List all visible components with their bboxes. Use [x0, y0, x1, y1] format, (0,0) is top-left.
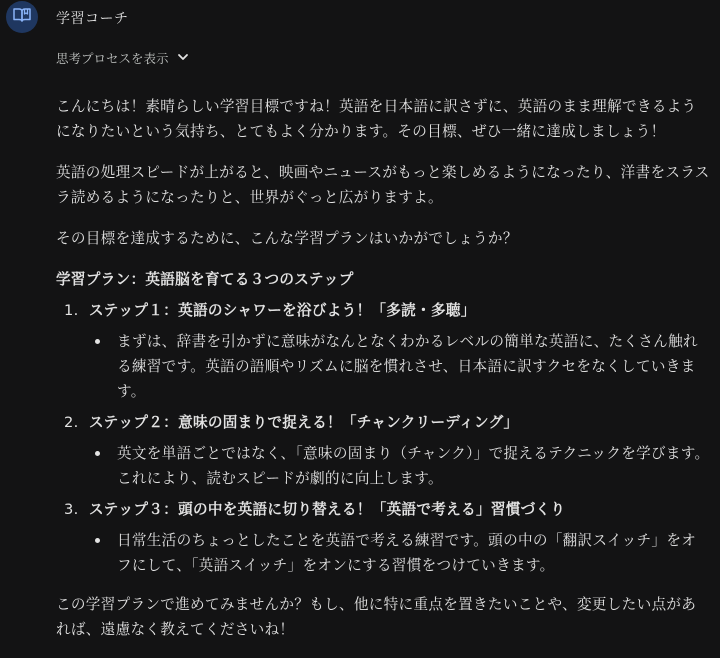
closing-paragraph: この学習プランで進めてみませんか？もし、他に特に重点を置きたいことや、変更したい点があれば、遠慮なく教えてくださいね！ [56, 596, 697, 638]
step-title: ステップ１：英語のシャワーを浴びよう！「多読・多聴」 [89, 302, 476, 319]
step-number: 1. [64, 302, 79, 319]
step-number: 3. [64, 501, 79, 518]
step-detail: 日常生活のちょっとしたことを英語で考える練習です。頭の中の「翻訳スイッチ」をオフにして、「英語スイッチ」をオンにする習慣をつけていきます。 [89, 528, 710, 578]
show-thinking-label: 思考プロセスを表示 [56, 51, 169, 66]
intro-paragraph: こんにちは！素晴らしい学習目標ですね！英語を日本語に訳さずに、英語のまま理解できるようになりたいという気持ち、とてもよく分かります。その目標、ぜひ一緒に達成しましょう！ [56, 98, 697, 140]
step-details [89, 329, 710, 404]
step-detail: まずは、辞書を引かずに意味がなんとなくわかるレベルの簡単な英語に、たくさん触れる練習です。英語の語順やリズムに脳を慣れさせ、日本語に訳すクセをなくしていきます。 [89, 329, 710, 404]
step-title: ステップ２：意味の固まりで捉える！「チャンクリーディング」 [89, 414, 519, 431]
step-item [56, 410, 710, 491]
plan-title: 学習プラン：英語脳を育てる３つのステップ [56, 271, 354, 288]
step-item [56, 298, 710, 404]
step-number: 2. [64, 414, 79, 431]
chevron-down-icon [177, 51, 189, 66]
assistant-message [56, 94, 710, 658]
coach-avatar [6, 1, 38, 33]
step-detail: 英文を単語ごとではなく、「意味の固まり（チャンク）」で捉えるテクニックを学びます。これにより、読むスピードが劇的に向上します。 [89, 441, 710, 491]
show-thinking-toggle[interactable] [56, 48, 189, 68]
book-icon [13, 7, 31, 27]
chat-header [0, 0, 720, 34]
step-details [89, 528, 710, 578]
proposal-paragraph: その目標を達成するために、こんな学習プランはいかがでしょうか？ [56, 230, 518, 247]
benefit-paragraph: 英語の処理スピードが上がると、映画やニュースがもっと楽しめるようになったり、洋書をスラスラ読めるようになったりと、世界がぐっと広がりますよ。 [56, 164, 710, 206]
coach-name: 学習コーチ [56, 11, 129, 27]
step-item [56, 497, 710, 578]
step-title: ステップ３：頭の中を英語に切り替える！「英語で考える」習慣づくり [89, 501, 566, 518]
step-details [89, 441, 710, 491]
steps-list [56, 298, 710, 578]
